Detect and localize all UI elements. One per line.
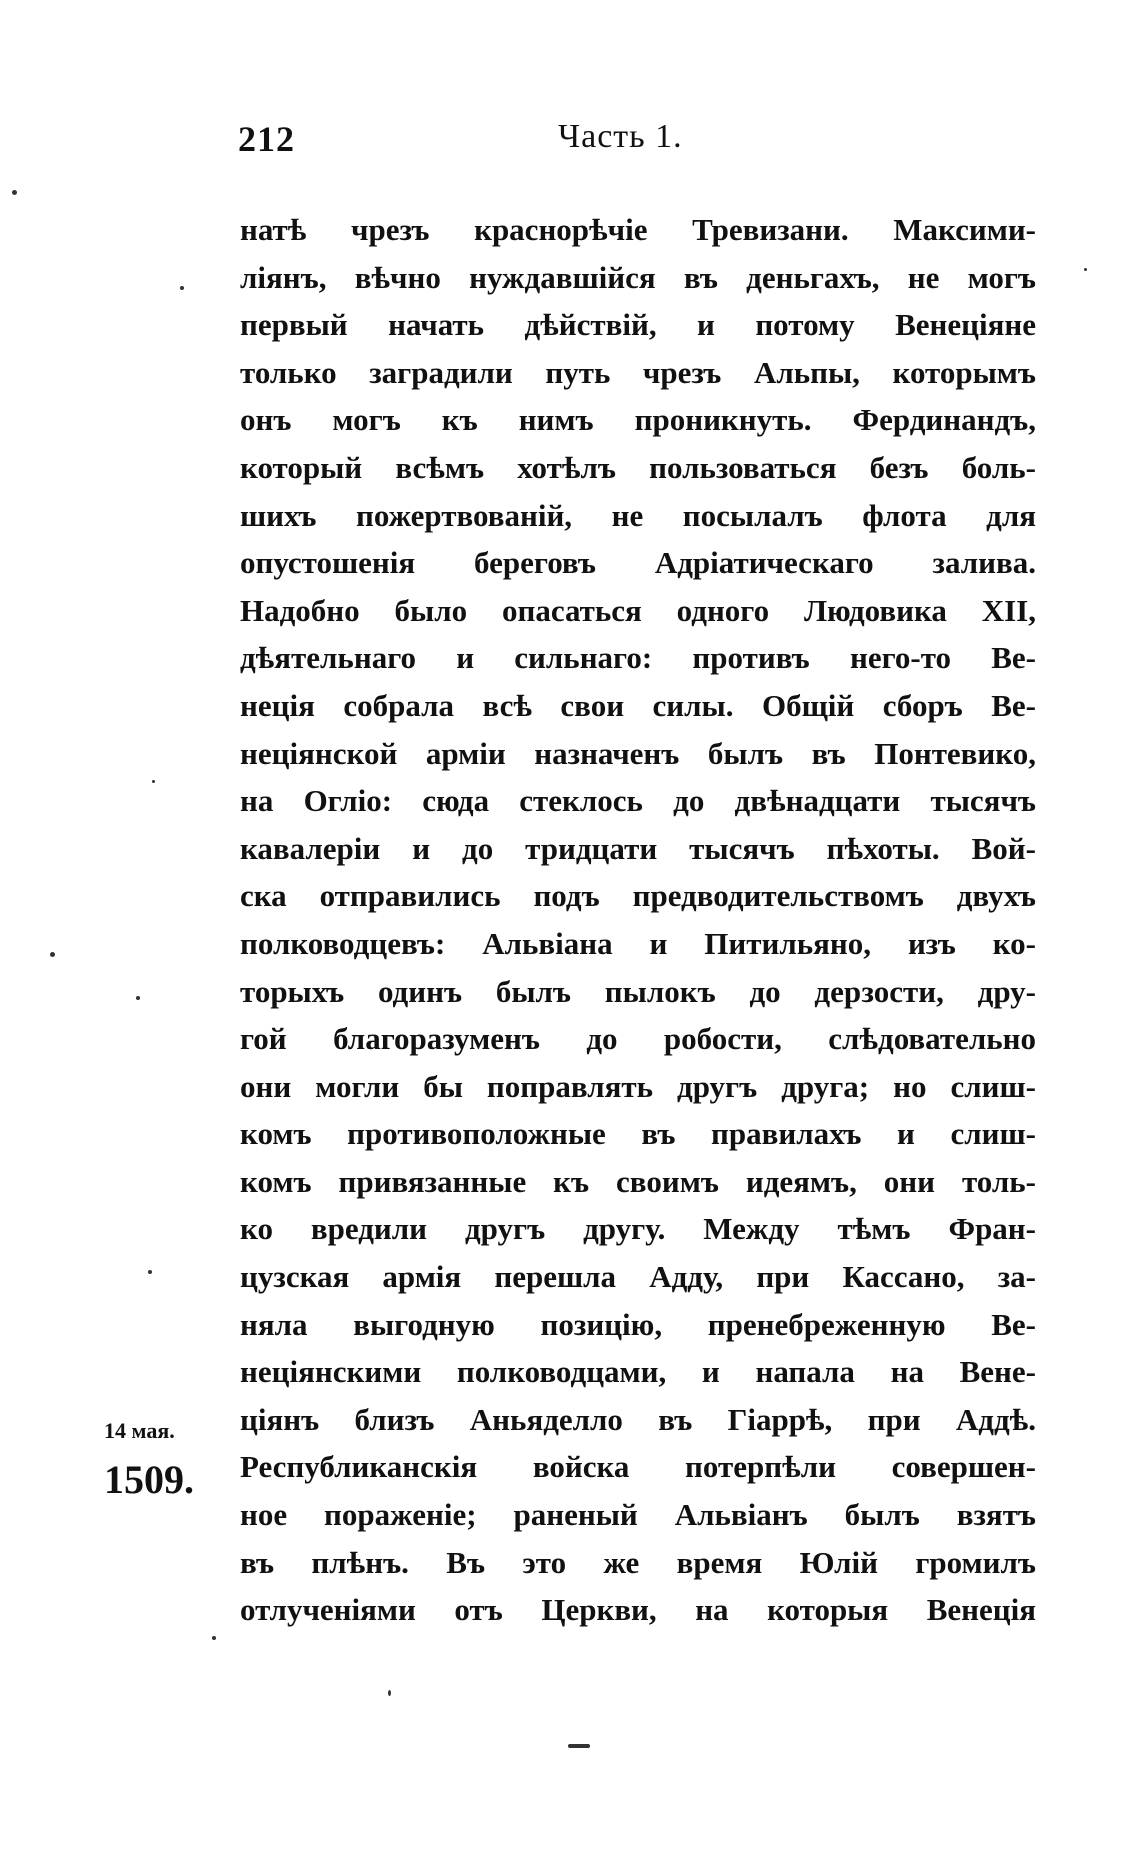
text-line: неція собрала всѣ свои силы. Общій сборъ Ве- xyxy=(240,687,1036,723)
scan-speck xyxy=(180,286,184,290)
text-line: торыхъ одинъ былъ пылокъ до дерзости, дру- xyxy=(240,973,1036,1009)
text-line: цузская армія перешла Адду, при Кассано, за- xyxy=(240,1259,1036,1295)
text-line: ное пораженіе; раненый Альвіанъ былъ взятъ xyxy=(240,1497,1036,1533)
text-line: опустошенія береговъ Адріатическаго залива. xyxy=(240,545,1036,581)
scan-speck xyxy=(152,780,155,783)
text-line: гой благоразуменъ до робости, слѣдовательно xyxy=(240,1021,1036,1057)
scan-speck xyxy=(212,1636,216,1640)
scan-speck xyxy=(12,190,17,195)
scan-speck xyxy=(388,1690,391,1696)
scan-speck xyxy=(136,996,140,1000)
text-line: полководцевъ: Альвіана и Питильяно, изъ ко- xyxy=(240,925,1036,961)
text-line: который всѣмъ хотѣлъ пользоваться безъ боль- xyxy=(240,449,1036,485)
scan-speck xyxy=(1084,268,1087,271)
page-header xyxy=(238,118,1038,168)
text-line: кавалеріи и до тридцати тысячъ пѣхоты. Вой- xyxy=(240,830,1036,866)
text-line: ціянъ близъ Аньяделло въ Гіаррѣ, при Аддѣ. xyxy=(240,1401,1036,1437)
text-line: неціянской арміи назначенъ былъ въ Понтевико, xyxy=(240,735,1036,771)
body-text xyxy=(240,206,1036,1634)
text-line: ліянъ, вѣчно нуждавшійся въ деньгахъ, не могъ xyxy=(240,259,1036,295)
text-line: натѣ чрезъ краснорѣчіе Тревизани. Максими- xyxy=(240,212,1036,247)
text-line: комъ привязанные къ своимъ идеямъ, они толь- xyxy=(240,1163,1036,1199)
text-line: ко вредили другъ другу. Между тѣмъ Фран- xyxy=(240,1211,1036,1247)
text-line: дѣятельнаго и сильнаго: противъ него-то Ве- xyxy=(240,640,1036,676)
text-line: Надобно было опасаться одного Людовика XII, xyxy=(240,592,1036,628)
text-line: въ плѣнъ. Въ это же время Юлій громилъ xyxy=(240,1544,1036,1580)
margin-date-note: 14 мая. xyxy=(104,1418,175,1443)
text-line: на Огліо: сюда стеклось до двѣнадцати тысячъ xyxy=(240,783,1036,819)
margin-year-note: 1509. xyxy=(104,1457,194,1502)
text-line: Республиканскія войска потерпѣли совершен- xyxy=(240,1449,1036,1485)
scan-speck xyxy=(50,952,55,957)
text-line: только заградили путь чрезъ Альпы, которымъ xyxy=(240,354,1036,390)
page-number: 212 xyxy=(238,119,295,159)
text-line: неціянскими полководцами, и напала на Вене- xyxy=(240,1354,1036,1390)
text-line: отлученіями отъ Церкви, на которыя Венеція xyxy=(240,1592,1036,1628)
text-line: шихъ пожертвованій, не посылалъ флота для xyxy=(240,497,1036,533)
text-line: комъ противоположные въ правилахъ и слиш- xyxy=(240,1116,1036,1152)
text-line: онъ могъ къ нимъ проникнуть. Фердинандъ, xyxy=(240,402,1036,438)
text-line: они могли бы поправлять другъ друга; но слиш- xyxy=(240,1068,1036,1104)
scan-speck xyxy=(568,1744,590,1748)
text-line: няла выгодную позицію, пренебреженную Ве- xyxy=(240,1306,1036,1342)
text-line: первый начать дѣйствій, и потому Венеціяне xyxy=(240,307,1036,343)
running-head: Часть 1. xyxy=(558,118,683,155)
text-line: ска отправились подъ предводительствомъ двухъ xyxy=(240,878,1036,914)
scan-speck xyxy=(148,1270,152,1274)
